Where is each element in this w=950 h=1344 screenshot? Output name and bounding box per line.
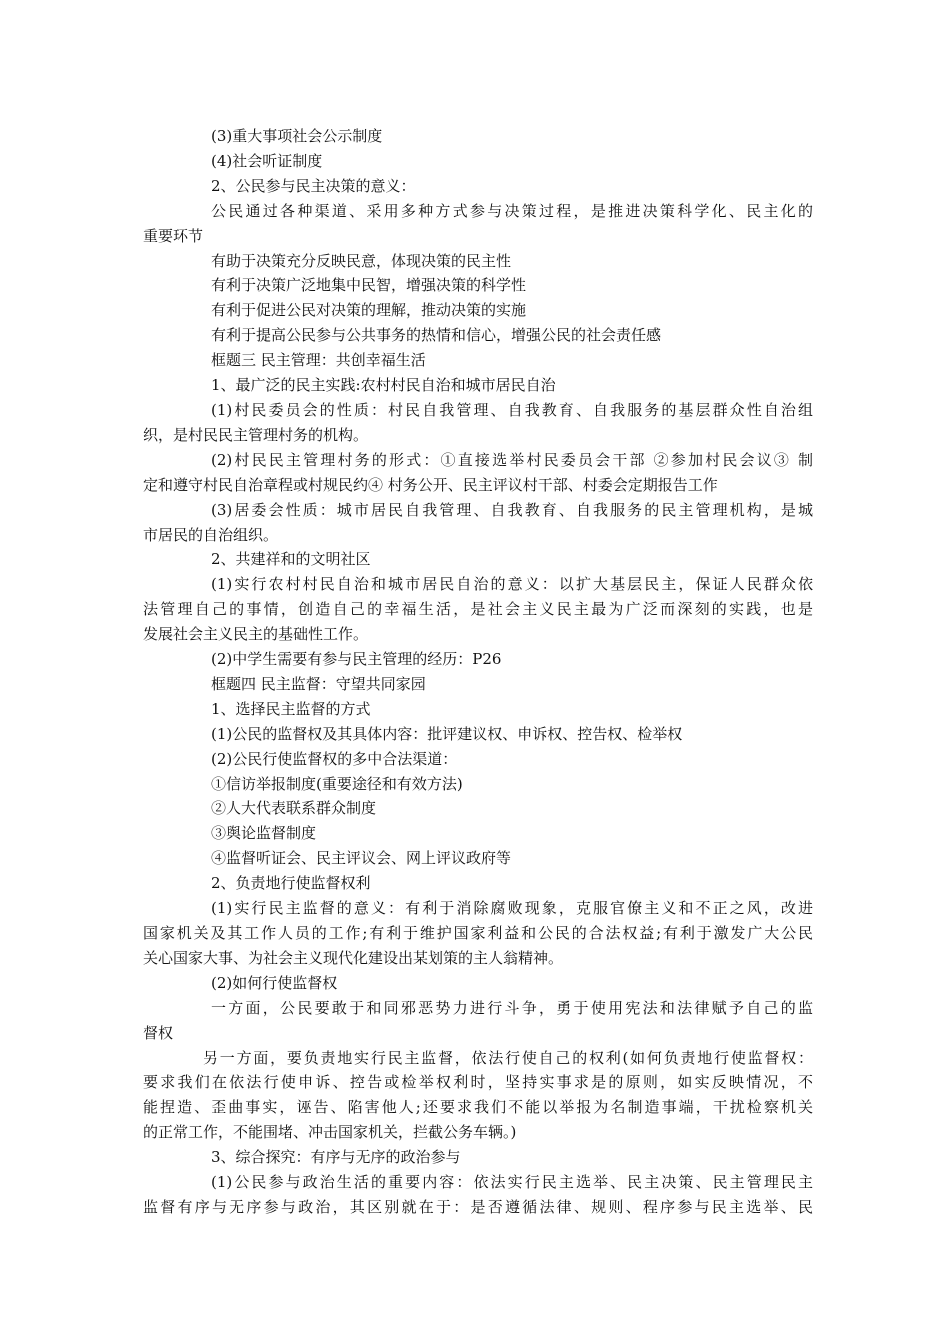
- text-line: (1)公民参与政治生活的重要内容：依法实行民主选举、民主决策、民主管理民主: [211, 1173, 813, 1192]
- text-line: 法管理自己的事情，创造自己的幸福生活，是社会主义民主最为广泛而深刻的实践，也是: [143, 600, 813, 619]
- text-line: ④监督听证会、民主评议会、网上评议政府等: [211, 849, 512, 868]
- text-line: 督权: [143, 1023, 174, 1042]
- text-line: (2)如何行使监督权: [211, 973, 338, 992]
- text-line: 的正常工作，不能围堵、冲击国家机关，拦截公务车辆。): [143, 1123, 517, 1142]
- text-line: 能捏造、歪曲事实，诬告、陷害他人;还要求我们不能以举报为名制造事端，干扰检察机关: [143, 1098, 813, 1117]
- text-line: 重要环节: [143, 226, 204, 245]
- text-line: 有助于决策充分反映民意，体现决策的民主性: [211, 251, 512, 270]
- text-line: ①信访举报制度(重要途径和有效方法): [211, 774, 463, 793]
- text-line: 框题三 民主管理：共创幸福生活: [211, 351, 426, 370]
- text-line: (3)重大事项社会公示制度: [211, 127, 383, 145]
- document-body: [143, 124, 813, 1220]
- text-line: 要求我们在依法行使申诉、控告或检举权利时，坚持实事求是的原则，如实反映情况，不: [143, 1073, 813, 1092]
- text-line: 2、负责地行使监督权利: [211, 874, 371, 893]
- text-line: 定和遵守村民自治章程或村规民约④ 村务公开、民主评议村干部、村委会定期报告工作: [143, 475, 718, 494]
- text-line: 织，是村民民主管理村务的机构。: [143, 425, 369, 444]
- text-line: 公民通过各种渠道、采用多种方式参与决策过程，是推进决策科学化、民主化的: [211, 201, 813, 220]
- text-line: (3)居委会性质：城市居民自我管理、自我教育、自我服务的民主管理机构，是城: [211, 500, 813, 519]
- text-line: 监督有序与无序参与政治，其区别就在于：是否遵循法律、规则、程序参与民主选举、民: [143, 1197, 813, 1216]
- text-line: 2、公民参与民主决策的意义：: [211, 176, 416, 195]
- text-line: 有利于促进公民对决策的理解，推动决策的实施: [211, 301, 527, 320]
- text-line: (4)社会听证制度: [211, 151, 323, 170]
- text-line: 有利于决策广泛地集中民智，增强决策的科学性: [211, 276, 527, 295]
- text-line: (1)公民的监督权及其具体内容：批评建议权、申诉权、控告权、检举权: [211, 724, 683, 743]
- text-line: 市居民的自治组织。: [143, 525, 279, 544]
- text-line: 1、选择民主监督的方式: [211, 699, 371, 718]
- text-line: ②人大代表联系群众制度: [211, 799, 377, 818]
- text-line: ③舆论监督制度: [211, 824, 317, 843]
- text-line: 有利于提高公民参与公共事务的热情和信心，增强公民的社会责任感: [211, 326, 662, 345]
- text-line: 2、共建祥和的文明社区: [211, 550, 371, 569]
- text-line: 一方面，公民要敢于和同邪恶势力进行斗争，勇于使用宪法和法律赋予自己的监: [211, 998, 813, 1017]
- text-line: 另一方面，要负责地实行民主监督，依法行使自己的权利(如何负责地行使监督权：: [203, 1048, 813, 1067]
- text-line: 发展社会主义民主的基础性工作。: [143, 625, 369, 644]
- text-line: 国家机关及其工作人员的工作;有利于维护国家利益和公民的合法权益;有利于激发广大公民: [143, 924, 813, 942]
- text-line: 框题四 民主监督：守望共同家园: [211, 674, 426, 693]
- text-line: (2)村民民主管理村务的形式：①直接选举村民委员会干部 ②参加村民会议③ 制: [211, 450, 813, 469]
- text-line: (1)实行民主监督的意义：有利于消除腐败现象，克服官僚主义和不正之风，改进: [211, 899, 813, 918]
- text-line: (1)村民委员会的性质：村民自我管理、自我教育、自我服务的基层群众性自治组: [211, 400, 813, 419]
- text-line: 3、综合探究：有序与无序的政治参与: [211, 1148, 461, 1167]
- text-line: 1、最广泛的民主实践:农村村民自治和城市居民自治: [211, 376, 556, 395]
- text-line: (2)公民行使监督权的多中合法渠道：: [211, 749, 458, 768]
- text-line: (2)中学生需要有参与民主管理的经历：P26: [211, 650, 502, 669]
- text-line: 关心国家大事、为社会主义现代化建设出某划策的主人翁精神。: [143, 948, 564, 967]
- text-line: (1)实行农村村民自治和城市居民自治的意义：以扩大基层民主，保证人民群众依: [211, 575, 813, 594]
